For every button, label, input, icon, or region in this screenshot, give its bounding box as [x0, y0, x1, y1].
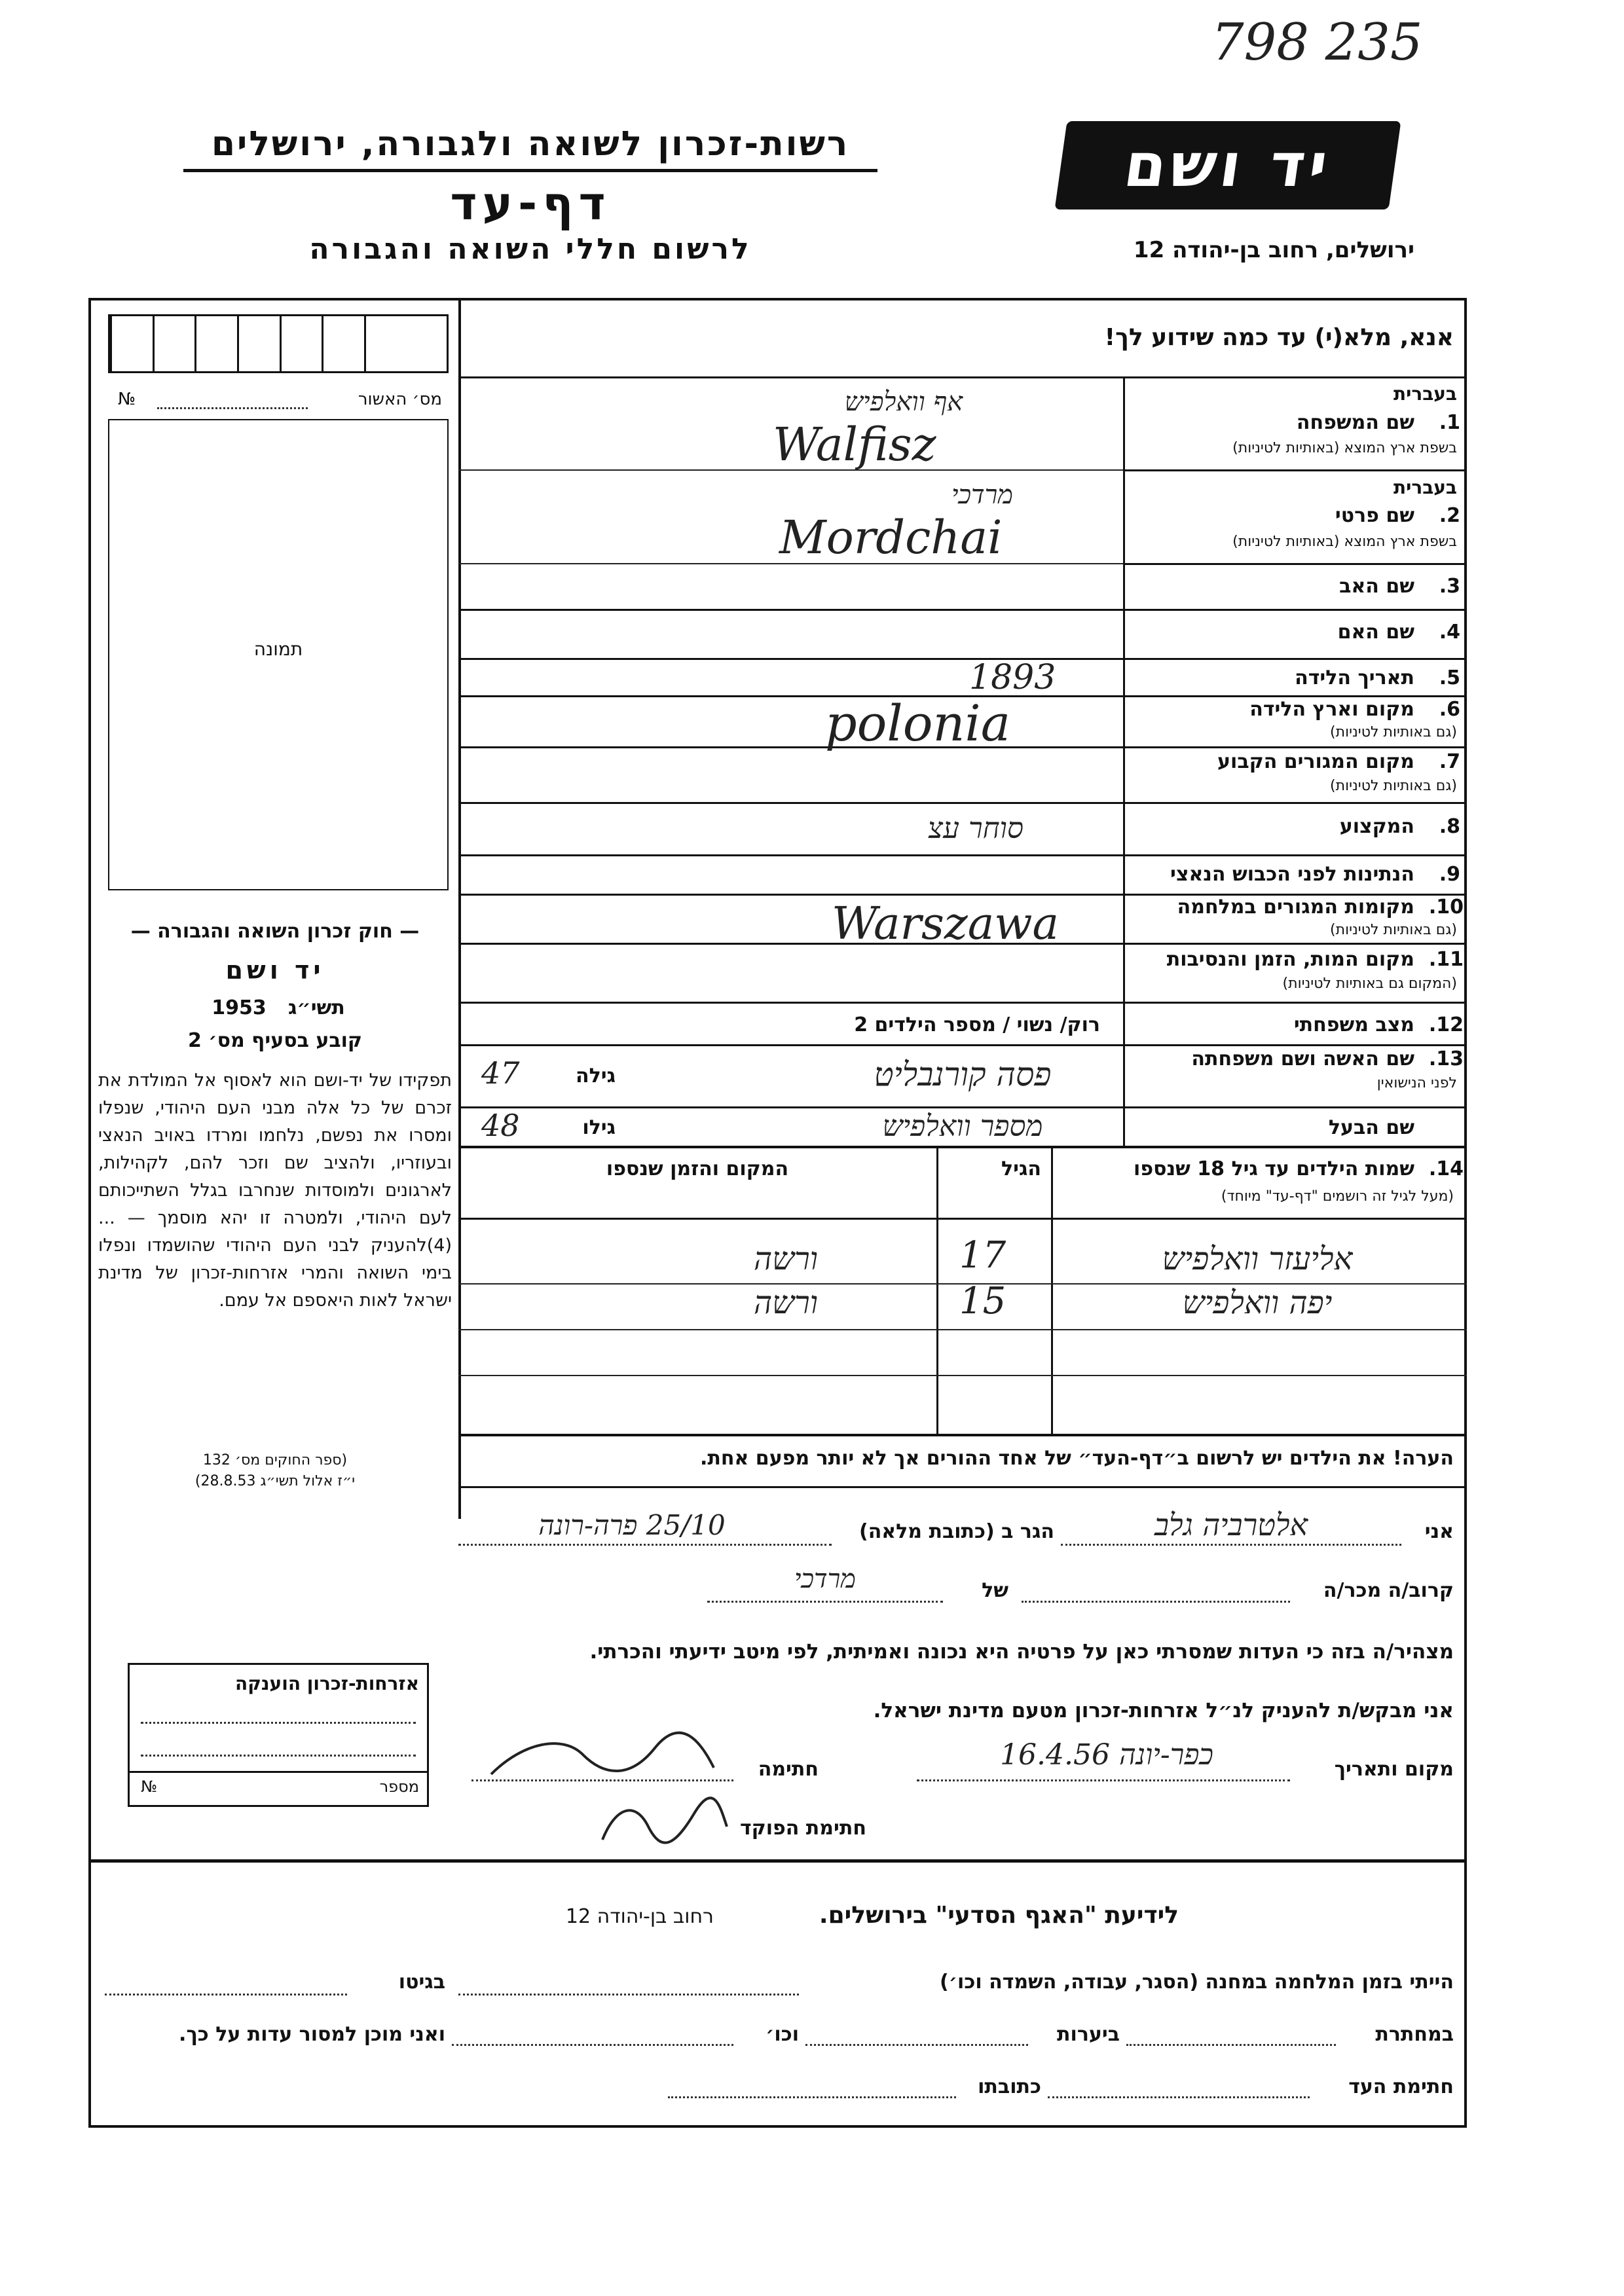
field-2-sub: בשפת ארץ המוצא (באותיות לטיניות)	[1232, 534, 1457, 550]
declaration-relative-dots	[1022, 1601, 1290, 1603]
field-10-value: Warszawa	[832, 898, 1060, 950]
declaration-of-dots	[707, 1601, 943, 1603]
row-rule	[458, 1044, 1467, 1046]
row-rule	[1123, 563, 1467, 565]
field-1-value-latin: Walfisz	[773, 418, 936, 471]
footer-line1-dots-2	[105, 1994, 347, 1995]
footer-line2-dots-c	[452, 2044, 733, 2046]
children-header-rule	[458, 1218, 1467, 1220]
field-5-num: 5.	[1439, 666, 1460, 689]
husband-name-value: מספר וואלפיש	[882, 1110, 1043, 1143]
field-5-label: תאריך הלידה	[1295, 666, 1414, 689]
wife-age-value: 47	[481, 1055, 520, 1091]
field-12-label: מצב משפחתי	[1293, 1013, 1414, 1036]
husband-age-label: גילו	[582, 1116, 616, 1139]
field-1-num: 1.	[1439, 411, 1460, 434]
law-body: תפקידו של יד-ושם הוא לאסוף אל המולדת את זכרם של כל אלה מבני העם היהודי, שנפלו ומסרו את נפשם, נלחמו ומרדו באויב הנאצי ובעוזריו, ולהציב שם וזכר להם, לקהילות, לארגונים ולמוסדות שנחרבו בגלל השתייכותם לעם היהודי, ולמטרה זו יהא מוסמך — ...(4)להעניק לבני העם היהודי שהושמדו ונפלו בימי השואה והמרי אזרחות-זכרון של מדינת ישראל לאות היאספם אל עמם.	[98, 1070, 452, 1311]
law-clause: קובע בסעיף מס׳ 2	[187, 1029, 363, 1052]
approval-no-prefix: №	[118, 390, 136, 409]
citizenship-title: אזרחות-זכרון הוענקה	[235, 1673, 419, 1694]
row-rule	[458, 854, 1467, 856]
place-date-dots	[917, 1779, 1290, 1781]
law-year: 1953	[212, 996, 267, 1019]
declaration-statement: מצהיר/ה בזה כי העדות שמסרתי כאן על פרטיה היא נכונה ואמיתית, לפי מיטב ידיעתי והכרתי.	[589, 1640, 1454, 1664]
instruction-text: אנא, מלא(י) עד כמה שידוע לך!	[1104, 324, 1454, 351]
footer-line3-a: חתימת העד	[1348, 2075, 1454, 2098]
footer-line2-dots-a	[1126, 2044, 1336, 2046]
field-6-num: 6.	[1439, 698, 1460, 721]
field-10-label: מקומות המגורים במלחמה	[1177, 896, 1414, 919]
header-address: ירושלים, רחוב בן-יהודה 12	[1133, 237, 1414, 263]
field-7-num: 7.	[1439, 750, 1460, 773]
note-text: הערה! את הילדים יש לרשום ב״דף-העד״ של אחד ההורים אך לא יותר מפעם אחת.	[700, 1447, 1454, 1470]
law-source-date: י״ז אלול תשי״ג 28.8.53)	[194, 1473, 356, 1489]
field-11-sub: (המקום גם באותיות לטיניות)	[1282, 975, 1457, 992]
row-rule	[1123, 469, 1467, 471]
field-2-in-hebrew: בעברית	[1393, 477, 1457, 498]
code-boxes	[108, 314, 449, 373]
children-section-bottom	[458, 1434, 1467, 1436]
row-rule	[458, 802, 1467, 804]
field-1-value-hebrew: אף וואלפיש	[844, 387, 963, 417]
footer-line1-start: הייתי בזמן המלחמה במחנה (הסגר, עבודה, השמדה וכו׳)	[940, 1971, 1454, 1994]
yad-vashem-logo-text: יד ושם	[1120, 130, 1336, 200]
officer-signature	[589, 1787, 733, 1853]
field-6-value: polonia	[825, 694, 1011, 752]
field-10-num: 10.	[1428, 896, 1464, 919]
field-11-num: 11.	[1428, 948, 1464, 971]
row-rule	[458, 1146, 1467, 1148]
field-1-sub: בשפת ארץ המוצא (באותיות לטיניות)	[1232, 440, 1457, 456]
field-6-sub: (גם באותיות לטיניות)	[1330, 724, 1457, 740]
children-age-divider-right	[1051, 1146, 1053, 1434]
declaration-resident-label: הגר ב (כתובת מלאה)	[858, 1520, 1054, 1543]
field-2-num: 2.	[1439, 504, 1460, 527]
photo-label: תמונה	[253, 638, 303, 660]
row-rule	[458, 1106, 1467, 1108]
place-date-value: כפר-יונה 16.4.56	[1000, 1738, 1213, 1772]
approval-label: מס׳ האשור	[358, 390, 442, 409]
field-5-value: 1893	[969, 658, 1056, 697]
citizenship-dots-2	[141, 1755, 416, 1757]
authority-underline	[183, 169, 877, 172]
children-header-sub: (מעל לגיל זה רושמים "דף-עד" מיוחד)	[1221, 1188, 1454, 1205]
footer-line2-a: במחתרת	[1375, 2023, 1454, 2046]
form-subtitle: לרשום חללי השואה והגבורה	[309, 232, 752, 266]
citizenship-dots-1	[141, 1722, 416, 1724]
children-num: 14.	[1428, 1157, 1464, 1180]
footer-line2-end: ואני מוכן למסור עדות על כך.	[179, 2023, 445, 2046]
children-row-rule	[458, 1329, 1467, 1330]
children-row-rule	[458, 1375, 1467, 1376]
child-1-place: ורשה	[754, 1241, 818, 1277]
field-13-label: שם האשה ושם משפחתה	[1191, 1048, 1414, 1070]
declaration-of-value: מרדכי	[794, 1564, 857, 1594]
note-row-bottom	[458, 1486, 1467, 1488]
child-1-age: 17	[959, 1234, 1006, 1277]
children-header-age: הגיל	[1001, 1157, 1041, 1180]
row-rule	[458, 609, 1467, 611]
field-12-value: רוק/ נשוי / מספר הילדים 2	[854, 1013, 1100, 1036]
authority-title: רשות-זכרון לשואה ולגבורה, ירושלים	[211, 124, 850, 164]
field-2-value-hebrew: מרדכי	[951, 480, 1014, 510]
field-10-sub: (גם באותיות לטיניות)	[1330, 922, 1457, 938]
witness-signature	[485, 1728, 720, 1787]
footer-line1-end: בגיטו	[398, 1971, 445, 1994]
signature-label: חתימה	[758, 1758, 819, 1781]
approval-dots	[157, 407, 308, 409]
field-2-label: שם פרטי	[1335, 504, 1414, 527]
footer-address: רחוב בן-יהודה 12	[565, 1905, 714, 1928]
officer-label: חתימת הפוקד	[740, 1817, 866, 1840]
husband-label: שם הבעל	[1328, 1116, 1414, 1139]
field-6-label: מקום וארץ הלידה	[1249, 698, 1414, 721]
footer-separator	[88, 1859, 1467, 1863]
field-3-label: שם האב	[1339, 575, 1414, 598]
instruction-row-bottom	[458, 376, 1467, 378]
child-1-name: אליעזר וואלפיש	[1162, 1241, 1353, 1277]
declaration-request: אני מבקש/ת להעניק לנ״ל אזרחות-זכרון מטעם מדינת ישראל.	[873, 1699, 1454, 1722]
citizenship-number-label: מספר	[379, 1777, 419, 1796]
row-rule	[458, 1002, 1467, 1004]
law-hebrew-year: תשי״ג	[288, 996, 345, 1019]
footer-line3-dots-b	[668, 2096, 956, 2098]
law-source: (ספר החוקים מס׳ 132	[202, 1452, 348, 1468]
law-logo: יד ושם	[225, 956, 325, 985]
field-7-label: מקום המגורים הקבוע	[1217, 750, 1414, 773]
law-title: — חוק זכרון השואה והגבורה —	[130, 920, 420, 943]
archive-number: 798 235	[1211, 13, 1423, 72]
child-2-place: ורשה	[754, 1285, 818, 1321]
declaration-i-label: אני	[1424, 1520, 1454, 1543]
footer-line2-c: וכו׳	[766, 2023, 799, 2046]
field-12-num: 12.	[1428, 1013, 1464, 1036]
footer-line2-dots-b	[805, 2044, 1028, 2046]
citizenship-number-rule	[128, 1771, 429, 1773]
children-header-name: שמות הילדים עד גיל 18 שנספו	[1134, 1157, 1414, 1180]
form-title: דף-עד	[450, 177, 611, 230]
declaration-relative-label: קרוב/ה מכר/ה	[1323, 1579, 1454, 1602]
wife-age-label: גילה	[576, 1065, 616, 1087]
field-7-sub: (גם באותיות לטיניות)	[1330, 778, 1457, 794]
husband-age-value: 48	[481, 1108, 520, 1143]
citizenship-number-prefix: №	[141, 1777, 157, 1796]
declaration-of-label: של	[982, 1579, 1008, 1602]
wife-name-value: פסה קורנבליט	[874, 1055, 1052, 1093]
field-4-label: שם האם	[1337, 621, 1414, 644]
field-1-in-hebrew: בעברית	[1393, 383, 1457, 405]
field-3-num: 3.	[1439, 575, 1460, 598]
footer-line1-dots	[458, 1994, 799, 1995]
child-2-name: יפה וואלפיש	[1182, 1285, 1333, 1321]
field-13-sub: לפני הנישואין	[1376, 1075, 1457, 1091]
field-9-num: 9.	[1439, 863, 1460, 886]
field-1-label: שם המשפחה	[1296, 411, 1414, 434]
declaration-resident-dots	[458, 1544, 832, 1546]
declaration-i-dots	[1061, 1544, 1401, 1546]
field-2-value-latin: Mordchai	[779, 511, 1003, 564]
children-header-place: המקום והזמן שנספו	[606, 1157, 789, 1180]
row-rule	[458, 658, 1467, 660]
field-4-num: 4.	[1439, 621, 1460, 644]
footer-line3-dots-a	[1048, 2096, 1310, 2098]
footer-line2-b: ביערות	[1057, 2023, 1120, 2046]
child-2-age: 15	[959, 1280, 1006, 1322]
field-13-num: 13.	[1428, 1048, 1464, 1070]
children-age-divider-left	[936, 1146, 938, 1434]
label-column-divider	[1123, 376, 1125, 1146]
place-date-label: מקום ותאריך	[1334, 1758, 1454, 1781]
field-9-label: הנתינות לפני הכבוש הנאצי	[1170, 863, 1414, 886]
field-8-label: המקצוע	[1339, 815, 1414, 838]
left-column-divider	[458, 298, 461, 1519]
field-11-label: מקום המות, הזמן והנסיבות	[1166, 948, 1414, 971]
footer-heading: לידיעת "האגף הסדעי" בירושלים.	[819, 1902, 1179, 1929]
footer-line3-b: כתובתו	[978, 2075, 1041, 2098]
declaration-resident-value: 25/10 פרה-רונה	[538, 1509, 726, 1541]
field-8-value: סוחר עצ	[928, 812, 1024, 845]
field-8-num: 8.	[1439, 815, 1460, 838]
declaration-i-value: אלטרביה גלב	[1154, 1507, 1308, 1542]
yad-vashem-logo	[1055, 121, 1401, 210]
